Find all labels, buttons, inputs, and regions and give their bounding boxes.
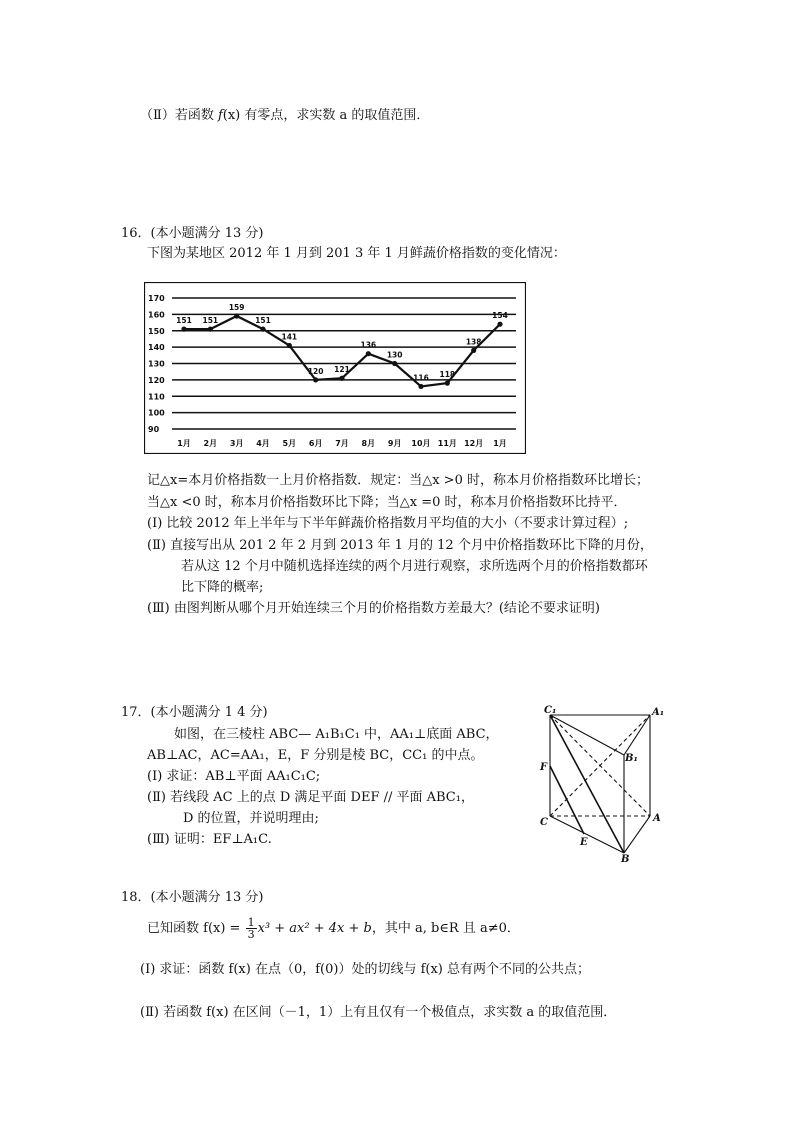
q17-line6: (Ⅲ) 证明：EF⊥A₁C. bbox=[147, 832, 272, 847]
q17-line5: D 的位置，并说明理由; bbox=[183, 811, 319, 826]
q16-def-line1: 记△x=本月价格指数一上月价格指数．规定：当△x >0 时，称本月价格指数环比增长； bbox=[147, 473, 649, 488]
label-c: C bbox=[540, 817, 548, 828]
q17-header: 17．(本小题满分 1 4 分) bbox=[121, 705, 268, 720]
data-label-12: 138 bbox=[465, 337, 482, 347]
x-tick-7: 7月 bbox=[335, 439, 349, 448]
y-tick-150: 150 bbox=[148, 326, 165, 336]
data-point-10 bbox=[418, 384, 423, 389]
q16-part1: (I) 比较 2012 年上半年与下半年鲜蔬价格指数月平均值的大小（不要求计算过程）; bbox=[147, 516, 629, 531]
x-tick-2: 2月 bbox=[203, 439, 218, 448]
x-tick-8: 8月 bbox=[361, 439, 376, 448]
data-point-7 bbox=[339, 376, 344, 381]
q16-part3: (Ⅲ) 由图判断从哪个月开始连续三个月的价格指数方差最大？(结论不要求证明) bbox=[147, 601, 600, 616]
data-point-6 bbox=[313, 377, 318, 382]
label-f: F bbox=[540, 762, 548, 773]
label-e: E bbox=[580, 837, 588, 848]
q16-part2-line2: 若从这 12 个月中随机选择连续的两个月进行观察，求所选两个月的价格指数都环 bbox=[181, 559, 648, 574]
data-point-13 bbox=[497, 322, 502, 327]
data-label-13: 154 bbox=[492, 311, 508, 321]
data-point-1 bbox=[181, 327, 186, 332]
data-label-9: 130 bbox=[386, 350, 403, 360]
data-label-8: 136 bbox=[360, 340, 377, 350]
y-tick-110: 110 bbox=[148, 392, 165, 402]
data-point-11 bbox=[445, 381, 450, 386]
x-tick-5: 5月 bbox=[282, 439, 297, 448]
x-tick-6: 6月 bbox=[308, 439, 323, 448]
q16-intro: 下图为某地区 2012 年 1 月到 201 3 年 1 月鲜蔬价格指数的变化情况： bbox=[147, 246, 566, 261]
q18-part2: (Ⅱ) 若函数 f(x) 在区间（－1，1）上有且仅有一个极值点，求实数 a 的取值范围． bbox=[140, 1005, 617, 1020]
data-point-2 bbox=[208, 327, 213, 332]
data-label-2: 151 bbox=[202, 316, 219, 326]
data-label-3: 159 bbox=[228, 303, 245, 313]
x-tick-4: 4月 bbox=[256, 439, 270, 448]
y-tick-120: 120 bbox=[148, 375, 165, 385]
q17-line1: 如图，在三棱柱 ABC— A₁B₁C₁ 中，AA₁⊥底面 ABC， bbox=[174, 727, 499, 742]
data-point-5 bbox=[287, 343, 292, 348]
fraction-one-third: $\frac{1}{3}$ bbox=[247, 916, 255, 941]
prism-figure-svg bbox=[536, 703, 670, 863]
label-a1: A₁ bbox=[652, 707, 665, 718]
prism-figure bbox=[536, 703, 670, 863]
y-tick-170: 170 bbox=[148, 294, 165, 303]
label-b1: B₁ bbox=[625, 753, 638, 764]
x-tick-1: 1月 bbox=[177, 439, 191, 448]
q17-line3: (I) 求证：AB⊥平面 AA₁C₁C; bbox=[147, 769, 321, 784]
data-point-4 bbox=[260, 327, 265, 332]
data-label-6: 120 bbox=[307, 366, 324, 376]
q16-part2-line3: 比下降的概率; bbox=[181, 580, 264, 595]
x-tick-3: 3月 bbox=[229, 439, 244, 448]
y-tick-130: 130 bbox=[148, 359, 165, 369]
q18-given: 已知函数 f(x) = $\frac{1}{3}$ x³ + ax² + 4x + b，其中 a, b∈R 且 a≠0． bbox=[147, 916, 520, 941]
price-index-chart-svg bbox=[144, 282, 526, 454]
label-c1: C₁ bbox=[544, 705, 557, 716]
q16-def-line2: 当△x <0 时，称本月价格指数环比下降；当△x =0 时，称本月价格指数环比持平． bbox=[147, 495, 627, 510]
q16-part2-line1: (Ⅱ) 直接写出从 201 2 年 2 月到 2013 年 1 月的 12 个月中价格指数环比下降的月份， bbox=[147, 538, 653, 553]
x-tick-9: 9月 bbox=[387, 439, 402, 448]
label-a: A bbox=[653, 813, 661, 824]
data-point-3 bbox=[234, 313, 239, 318]
x-tick-11: 11月 bbox=[437, 439, 457, 448]
x-tick-12: 12月 bbox=[464, 439, 484, 448]
data-point-9 bbox=[392, 361, 397, 366]
q16-header: 16．(本小题满分 13 分) bbox=[121, 226, 264, 241]
data-label-4: 151 bbox=[255, 316, 271, 326]
y-tick-100: 100 bbox=[148, 408, 165, 418]
data-point-12 bbox=[471, 348, 476, 353]
q18-part1: (I) 求证：函数 f(x) 在点（0，f(0)）处的切线与 f(x) 总有两个不同的公共点； bbox=[140, 962, 591, 977]
q15-part2: （Ⅱ）若函数 f(x) 有零点，求实数 a 的取值范围． bbox=[140, 108, 430, 123]
data-label-11: 118 bbox=[439, 370, 456, 380]
price-index-chart bbox=[144, 282, 526, 454]
q18-header: 18．(本小题满分 13 分) bbox=[121, 890, 264, 905]
data-label-7: 121 bbox=[334, 365, 350, 375]
y-tick-140: 140 bbox=[148, 343, 165, 353]
x-tick-10: 10月 bbox=[411, 439, 431, 448]
q17-line2: AB⊥AC，AC=AA₁，E，F 分别是棱 BC，CC₁ 的中点。 bbox=[147, 748, 484, 763]
y-tick-90: 90 bbox=[148, 425, 160, 434]
q17-line4: (Ⅱ) 若线段 AC 上的点 D 满足平面 DEF // 平面 ABC₁， bbox=[147, 790, 474, 805]
data-label-5: 141 bbox=[281, 332, 298, 342]
y-tick-160: 160 bbox=[148, 310, 165, 320]
data-label-10: 116 bbox=[413, 373, 429, 383]
data-label-1: 151 bbox=[176, 316, 192, 326]
label-b: B bbox=[621, 854, 630, 863]
x-tick-13: 1月 bbox=[493, 439, 507, 448]
data-point-8 bbox=[366, 351, 371, 356]
